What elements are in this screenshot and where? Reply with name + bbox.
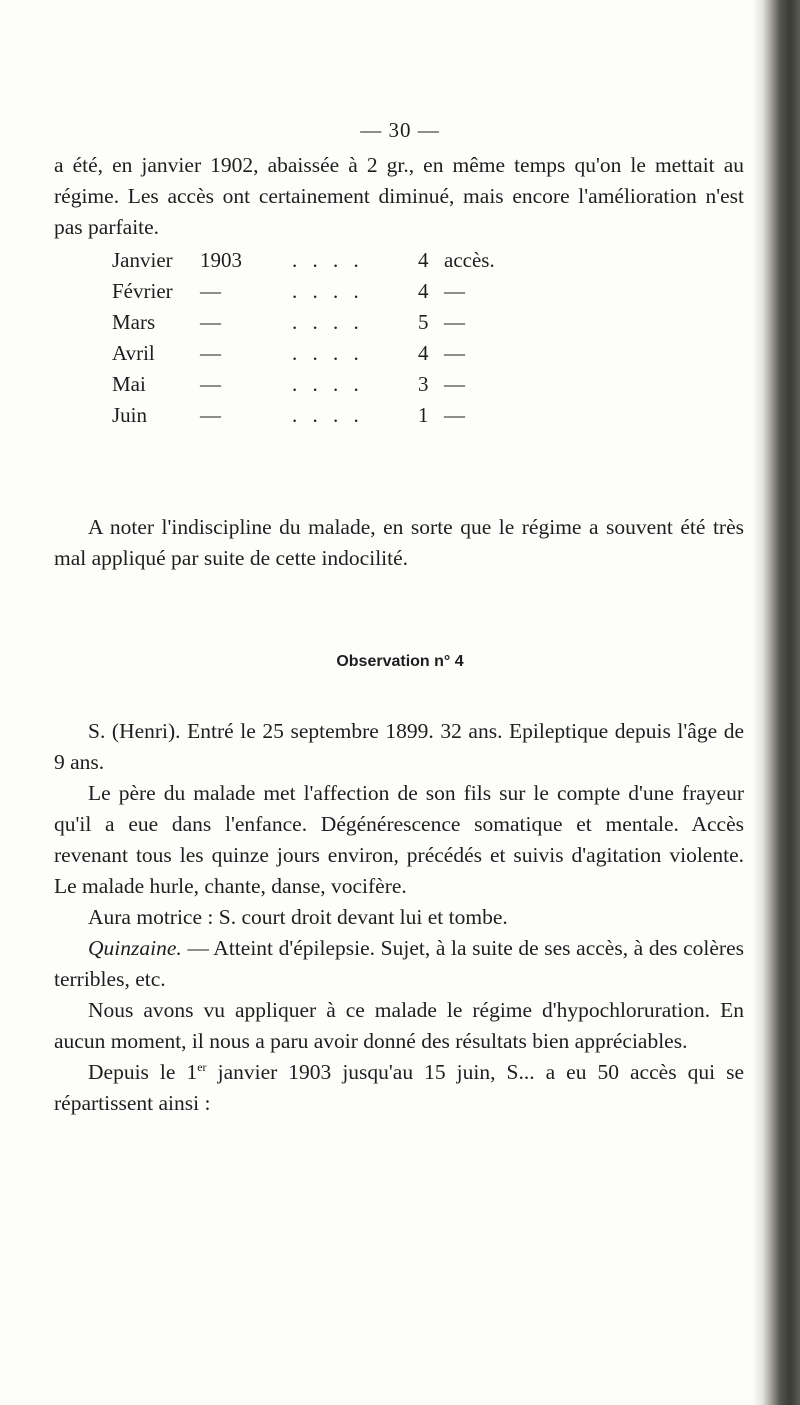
date-text-start: Depuis le 1 <box>88 1060 198 1084</box>
month-cell: Février <box>112 279 173 303</box>
year-cell: — <box>200 372 221 396</box>
quinzaine-text: — Atteint d'épilepsie. Sujet, à la suite de ses accès, à des colères terribles, etc. <box>54 936 744 991</box>
leader-dots: . . . . <box>292 310 364 334</box>
count-cell: 1 <box>418 403 429 427</box>
count-cell: 4 <box>418 279 429 303</box>
table-row <box>112 307 495 338</box>
observation-paragraph: Nous avons vu appliquer à ce malade le régime d'hypochloruration. En aucun moment, il nous a paru avoir donné des résultats bien appréciables. <box>54 998 744 1053</box>
unit-cell: accès. <box>444 248 495 272</box>
observation-paragraph: Le père du malade met l'affection de son fils sur le compte d'une frayeur qu'il a eue dans l'enfance. Dégénérescence somatique et mentale. Accès revenant tous les quinze jours environ, précédés et suivis d'agitation violente. Le malade hurle, chante, danse, vocifère. <box>54 781 744 898</box>
table-row <box>112 338 495 369</box>
month-cell: Juin <box>112 403 148 427</box>
unit-cell: — <box>444 341 465 365</box>
monthly-seizure-table <box>112 245 495 431</box>
observation-paragraph <box>54 1057 744 1119</box>
date-text-end: janvier 1903 jusqu'au 15 juin, S... a eu 50 accès qui se répartissent ainsi : <box>54 1060 744 1115</box>
page-edge-shadow <box>752 0 762 1405</box>
table-row <box>112 245 495 276</box>
table-row <box>112 276 495 307</box>
observation-paragraph: S. (Henri). Entré le 25 septembre 1899. 32 ans. Epileptique depuis l'âge de 9 ans. <box>54 719 744 774</box>
year-cell: — <box>200 403 221 427</box>
observation-heading: Observation n° 4 <box>336 653 464 670</box>
observation-paragraph: Aura motrice : S. court droit devant lui et tombe. <box>88 905 508 929</box>
month-cell: Mai <box>112 372 146 396</box>
leader-dots: . . . . <box>292 341 364 365</box>
unit-cell: — <box>444 403 465 427</box>
count-cell: 4 <box>418 341 429 365</box>
leader-dots: . . . . <box>292 403 364 427</box>
page-binding-edge <box>762 0 800 1405</box>
year-cell: 1903 <box>200 248 242 272</box>
unit-cell: — <box>444 279 465 303</box>
note-paragraph: A noter l'indiscipline du malade, en sorte que le régime a souvent été très mal appliqué par suite de cette indocilité. <box>54 515 744 570</box>
ordinal-superscript: er <box>197 1059 207 1074</box>
count-cell: 4 <box>418 248 429 272</box>
year-cell: — <box>200 310 221 334</box>
month-cell: Avril <box>112 341 155 365</box>
page-number: — 30 — <box>360 118 440 142</box>
observation-paragraph <box>54 933 744 995</box>
count-cell: 3 <box>418 372 429 396</box>
quinzaine-label: Quinzaine. <box>88 936 182 960</box>
table-row <box>112 400 495 431</box>
leader-dots: . . . . <box>292 248 364 272</box>
leader-dots: . . . . <box>292 279 364 303</box>
intro-paragraph: a été, en janvier 1902, abaissée à 2 gr., en même temps qu'on le mettait au régime. Les accès ont certainement diminué, mais encore l'amélioration n'est pas parfaite. <box>54 153 744 239</box>
table-row <box>112 369 495 400</box>
observation-body <box>54 716 744 1119</box>
year-cell: — <box>200 279 221 303</box>
unit-cell: — <box>444 310 465 334</box>
month-cell: Mars <box>112 310 156 334</box>
count-cell: 5 <box>418 310 429 334</box>
unit-cell: — <box>444 372 465 396</box>
leader-dots: . . . . <box>292 372 364 396</box>
year-cell: — <box>200 341 221 365</box>
month-cell: Janvier <box>112 248 173 272</box>
